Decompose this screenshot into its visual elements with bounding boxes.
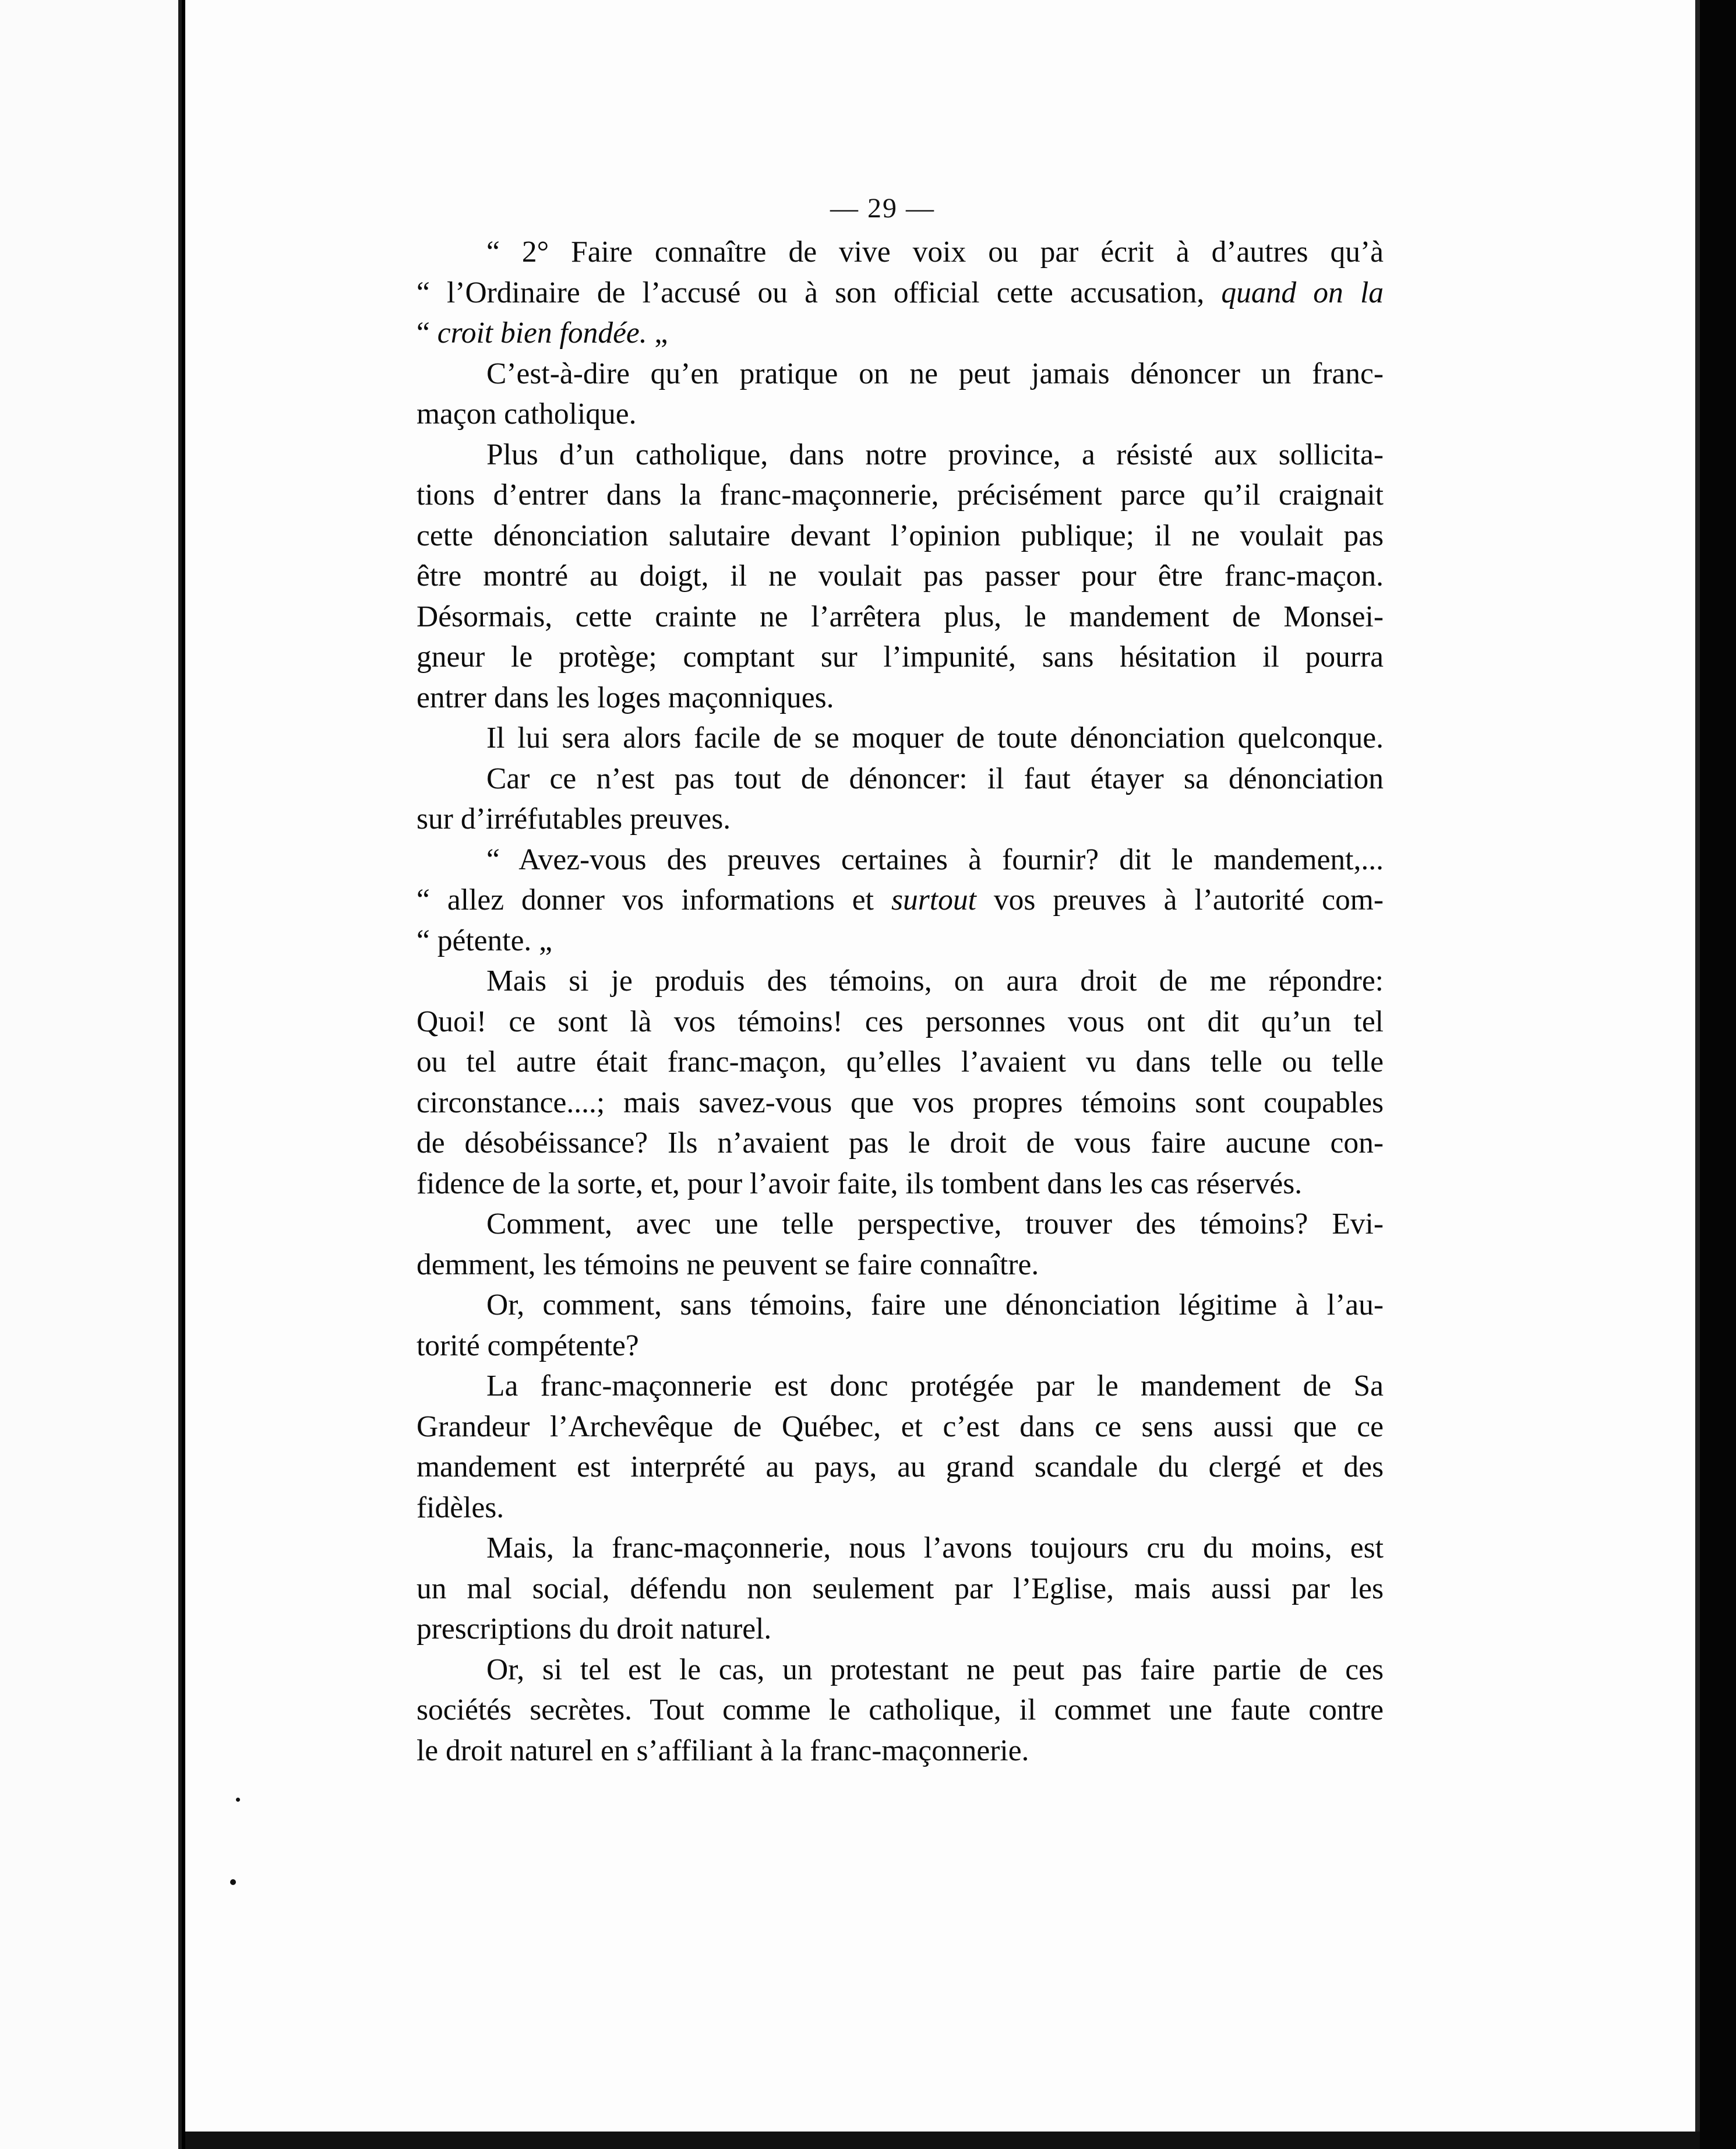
text-line bbox=[417, 1447, 1384, 1488]
text-line bbox=[417, 1528, 1384, 1569]
text-line bbox=[417, 1042, 1384, 1083]
text-run: mandement est interprété au pays, au grand scandale du clergé et des bbox=[417, 1450, 1384, 1484]
text-line bbox=[417, 1002, 1384, 1042]
text-run: de désobéissance? Ils n’avaient pas le droit de vous faire aucune con- bbox=[417, 1126, 1384, 1160]
text-line bbox=[417, 1083, 1384, 1123]
text-run: Mais si je produis des témoins, on aura droit de me répondre: bbox=[486, 964, 1384, 998]
text-line bbox=[417, 1285, 1384, 1326]
page-gutter-shadow bbox=[178, 0, 182, 2149]
text-run: gneur le protège; comptant sur l’impunité, sans hésitation il pourra bbox=[417, 640, 1384, 674]
text-run: maçon catholique. bbox=[417, 397, 637, 431]
text-run: ou tel autre était franc-maçon, qu’elles l’avaient vu dans telle ou telle bbox=[417, 1045, 1384, 1079]
text-run: Grandeur l’Archevêque de Québec, et c’est dans ce sens aussi que ce bbox=[417, 1410, 1384, 1443]
text-line bbox=[417, 354, 1384, 394]
text-run: Or, si tel est le cas, un protestant ne peut pas faire partie de ces bbox=[486, 1653, 1384, 1686]
text-run: être montré au doigt, il ne voulait pas passer pour être franc-maçon. bbox=[417, 559, 1384, 593]
text-run: Quoi! ce sont là vos témoins! ces personnes vous ont dit qu’un tel bbox=[417, 1005, 1384, 1038]
text-line bbox=[417, 232, 1384, 273]
previous-page-edge bbox=[0, 0, 182, 2149]
text-line bbox=[417, 880, 1384, 921]
text-line bbox=[417, 1731, 1384, 1771]
italic-run: quand on la bbox=[1221, 276, 1384, 309]
text-line bbox=[417, 1407, 1384, 1447]
text-run: “ Avez-vous des preuves certaines à fournir? dit le mandement,... bbox=[486, 843, 1384, 876]
text-run: “ bbox=[417, 316, 437, 350]
text-line bbox=[417, 718, 1384, 759]
text-line bbox=[417, 1245, 1384, 1285]
text-run: tions d’entrer dans la franc-maçonnerie, précisément parce qu’il craignait bbox=[417, 478, 1384, 512]
text-line bbox=[417, 475, 1384, 516]
text-line bbox=[417, 1569, 1384, 1609]
text-line bbox=[417, 799, 1384, 840]
text-run: fidence de la sorte, et, pour l’avoir faite, ils tombent dans les cas réservés. bbox=[417, 1167, 1303, 1200]
text-run: C’est-à-dire qu’en pratique on ne peut jamais dénoncer un franc- bbox=[486, 357, 1384, 390]
text-run: le droit naturel en s’affiliant à la franc-maçonnerie. bbox=[417, 1734, 1029, 1767]
text-line bbox=[417, 1650, 1384, 1690]
page-bottom-edge bbox=[185, 2132, 1700, 2149]
text-run: Mais, la franc-maçonnerie, nous l’avons toujours cru du moins, est bbox=[486, 1531, 1384, 1565]
text-line bbox=[417, 1690, 1384, 1731]
text-run: Comment, avec une telle perspective, trouver des témoins? Evi- bbox=[486, 1207, 1384, 1241]
text-run: demment, les témoins ne peuvent se faire connaître. bbox=[417, 1248, 1039, 1281]
text-run: Or, comment, sans témoins, faire une dénonciation légitime à l’au- bbox=[486, 1288, 1384, 1322]
text-run: vos preuves à l’autorité com- bbox=[976, 883, 1384, 917]
text-line bbox=[417, 840, 1384, 880]
text-run: “ allez donner vos informations et bbox=[417, 883, 891, 917]
text-line bbox=[417, 1164, 1384, 1204]
scan-speck bbox=[230, 1879, 236, 1885]
text-run: sociétés secrètes. Tout comme le catholique, il commet une faute contre bbox=[417, 1693, 1384, 1727]
text-line bbox=[417, 1204, 1384, 1245]
text-line bbox=[417, 1609, 1384, 1650]
text-line bbox=[417, 921, 1384, 961]
text-run: „ bbox=[647, 316, 668, 350]
text-run: torité compétente? bbox=[417, 1329, 639, 1362]
text-run: entrer dans les loges maçonniques. bbox=[417, 681, 834, 714]
text-line bbox=[417, 961, 1384, 1002]
text-run: circonstance....; mais savez-vous que vos propres témoins sont coupables bbox=[417, 1086, 1384, 1119]
text-line bbox=[417, 1488, 1384, 1528]
page-number: — 29 — bbox=[830, 193, 935, 224]
text-run: prescriptions du droit naturel. bbox=[417, 1612, 772, 1646]
text-line bbox=[417, 597, 1384, 637]
text-run: La franc-maçonnerie est donc protégée par le mandement de Sa bbox=[486, 1369, 1384, 1403]
text-run: Plus d’un catholique, dans notre province, a résisté aux sollicita- bbox=[486, 438, 1384, 471]
text-run: Car ce n’est pas tout de dénoncer: il faut étayer sa dénonciation bbox=[486, 762, 1384, 795]
text-run: sur d’irréfutables preuves. bbox=[417, 802, 731, 836]
scan-speck bbox=[236, 1798, 240, 1802]
text-run: cette dénonciation salutaire devant l’opinion publique; il ne voulait pas bbox=[417, 519, 1384, 552]
text-run: fidèles. bbox=[417, 1491, 504, 1524]
text-run: “ 2° Faire connaître de vive voix ou par écrit à d’autres qu’à bbox=[486, 235, 1384, 269]
body-text bbox=[417, 232, 1384, 1771]
text-line bbox=[417, 435, 1384, 475]
text-run: “ l’Ordinaire de l’accusé ou à son official cette accusation, bbox=[417, 276, 1222, 309]
text-run: Il lui sera alors facile de se moquer de toute dénonciation quelconque. bbox=[486, 721, 1384, 755]
italic-run: surtout bbox=[891, 883, 976, 917]
text-run: “ pétente. „ bbox=[417, 924, 553, 957]
text-line bbox=[417, 759, 1384, 799]
text-run: un mal social, défendu non seulement par l’Eglise, mais aussi par les bbox=[417, 1572, 1384, 1605]
text-line bbox=[417, 1123, 1384, 1164]
italic-run: croit bien fondée. bbox=[437, 316, 647, 350]
text-line bbox=[417, 394, 1384, 435]
scan-right-margin bbox=[1700, 0, 1736, 2149]
text-line bbox=[417, 516, 1384, 556]
text-line bbox=[417, 556, 1384, 597]
text-line bbox=[417, 1366, 1384, 1407]
text-line bbox=[417, 678, 1384, 718]
text-line bbox=[417, 313, 1384, 354]
text-line bbox=[417, 1326, 1384, 1366]
text-run: Désormais, cette crainte ne l’arrêtera plus, le mandement de Monsei- bbox=[417, 600, 1384, 633]
text-line bbox=[417, 273, 1384, 313]
text-line bbox=[417, 637, 1384, 678]
